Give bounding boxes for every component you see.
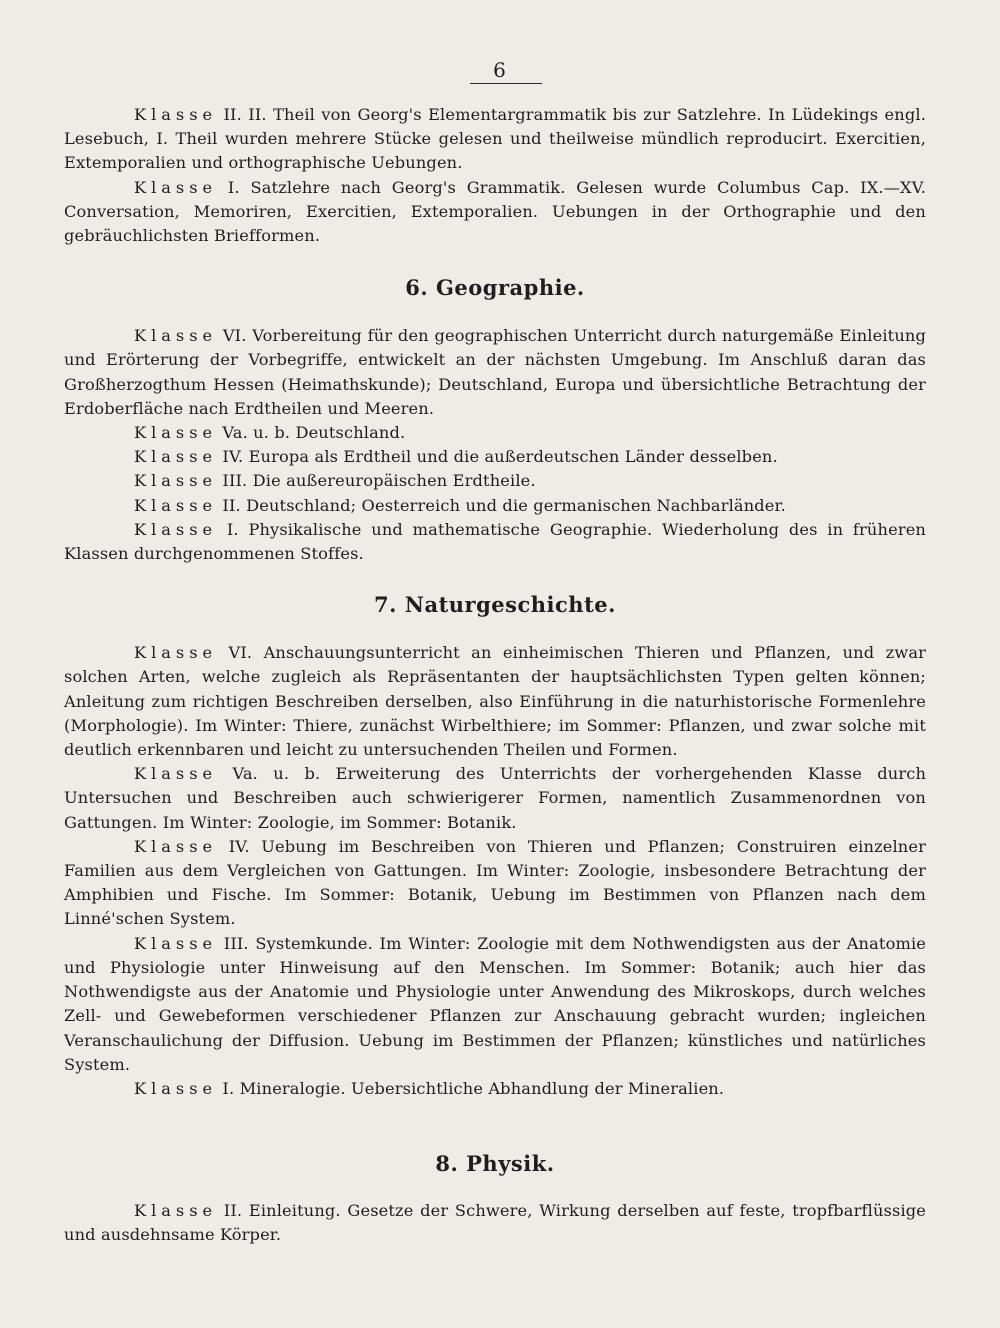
klasse-number: II.: [223, 105, 242, 124]
klasse-label: Klasse: [134, 764, 218, 784]
paragraph-text: Deutschland; Oesterreich und die germanischen Nachbarländer.: [246, 495, 786, 515]
paragraph-geographie-klasse-6: [64, 324, 926, 421]
klasse-number: III.: [222, 471, 248, 491]
paragraph-naturgeschichte-klasse-1: [64, 1077, 926, 1101]
paragraph-text: Vorbereitung für den geographischen Unterricht durch naturgemäße Einleitung und Erörterung der Vorbegriffe, entwickelt an der nächsten Umgebung. Im Anschluß daran das Großherzogthum Hessen (Heimathskunde); Deutschland, Europa und übersichtliche Betrachtung der Erdoberfläche nach Erdtheilen und Meeren.: [64, 326, 927, 418]
section-heading-geographie: 6. Geographie.: [405, 275, 585, 301]
klasse-label: Klasse: [134, 447, 218, 467]
paragraph-geographie-klasse-2: [64, 494, 926, 518]
section-heading-physik: 8. Physik.: [435, 1151, 555, 1177]
paragraph-naturgeschichte-klasse-4: [64, 835, 926, 932]
klasse-label: Klasse: [134, 933, 218, 953]
page-number: 6: [493, 58, 507, 82]
paragraph-geographie-klasse-1: [64, 518, 926, 566]
klasse-label: Klasse: [134, 643, 218, 663]
paragraph-geographie-klasse-4: [64, 445, 926, 469]
klasse-number: VI.: [228, 643, 253, 663]
paragraph-geographie-klasse-5ab: [64, 421, 926, 445]
paragraph-text: II. Theil von Georg's Elementargrammatik bis zur Satzlehre. In Lüdekings engl. Lesebuch, I. Theil wurden mehrere Stücke gelesen und theilweise mündlich reproducirt. Exercitien, Extemporalien und orthographische Uebungen.: [64, 105, 926, 173]
klasse-number: II.: [222, 495, 241, 515]
klasse-label: Klasse: [134, 1201, 218, 1221]
paragraph-text: Europa als Erdtheil und die außerdeutschen Länder desselben.: [248, 447, 778, 467]
paragraph-englisch-klasse-1: [64, 176, 926, 249]
page-body: [64, 103, 926, 1248]
klasse-label: Klasse: [134, 105, 218, 124]
paragraph-englisch-klasse-2: [64, 103, 926, 176]
paragraph-text: Erweiterung des Unterrichts der vorhergehenden Klasse durch Untersuchen und Beschreiben auch schwierigerer Formen, namentlich Zusammenordnen von Gattungen. Im Winter: Zoologie, im Sommer: Botanik.: [64, 764, 927, 832]
klasse-number: IV.: [222, 447, 244, 467]
klasse-label: Klasse: [134, 177, 218, 197]
klasse-label: Klasse: [134, 326, 218, 346]
section-heading-naturgeschichte: 7. Naturgeschichte.: [374, 592, 616, 618]
klasse-number: I.: [226, 519, 239, 539]
klasse-number: Va. u. b.: [232, 764, 321, 784]
klasse-number: III.: [223, 933, 249, 953]
paragraph-text: Einleitung. Gesetze der Schwere, Wirkung derselben auf feste, tropfbarflüssige und ausdehnsame Körper.: [64, 1201, 927, 1245]
klasse-number: I.: [222, 1078, 235, 1098]
paragraph-naturgeschichte-klasse-3: [64, 932, 926, 1077]
klasse-number: IV.: [228, 836, 250, 856]
page-number-rule: [470, 83, 542, 84]
paragraph-naturgeschichte-klasse-5ab: [64, 762, 926, 835]
klasse-label: Klasse: [134, 471, 218, 491]
klasse-number: VI.: [222, 326, 247, 346]
klasse-label: Klasse: [134, 423, 218, 443]
klasse-label: Klasse: [134, 1078, 218, 1098]
paragraph-text: Systemkunde. Im Winter: Zoologie mit dem Nothwendigsten aus der Anatomie und Physiologie unter Hinweisung auf den Menschen. Im Sommer: Botanik; auch hier das Nothwendigste aus der Anatomie und Physiologie unter Anwendung des Mikroskops, durch welches Zell- und Gewebeformen verschiedener Pflanzen zur Anschauung gebracht wurden; ingleichen Veranschaulichung der Diffusion. Uebung im Bestimmen der Pflanzen; künstliches und natürliches System.: [64, 933, 927, 1074]
paragraph-text: Mineralogie. Uebersichtliche Abhandlung der Mineralien.: [239, 1078, 725, 1098]
paragraph-physik-klasse-2: [64, 1199, 926, 1247]
paragraph-text: Die außereuropäischen Erdtheile.: [252, 471, 536, 491]
paragraph-text: Physikalische und mathematische Geographie. Wiederholung des in früheren Klassen durchgenommenen Stoffes.: [64, 519, 927, 564]
klasse-number: Va. u. b.: [222, 423, 291, 443]
paragraph-naturgeschichte-klasse-6: [64, 641, 926, 762]
paragraph-geographie-klasse-3: [64, 469, 926, 493]
paragraph-text: Uebung im Beschreiben von Thieren und Pflanzen; Construiren einzelner Familien aus dem Vergleichen von Gattungen. Im Winter: Zoologie, insbesondere Betrachtung der Amphibien und Fische. Im Sommer: Botanik, Uebung im Bestimmen von Pflanzen nach dem Linné'schen System.: [64, 836, 927, 929]
klasse-label: Klasse: [134, 519, 218, 539]
paragraph-text: Satzlehre nach Georg's Grammatik. Gelesen wurde Columbus Cap. IX.—XV. Conversation, Memoriren, Exercitien, Extemporalien. Uebungen in der Orthographie und den gebräuchlichsten Briefformen.: [64, 177, 927, 246]
paragraph-text: Deutschland.: [295, 423, 406, 443]
klasse-label: Klasse: [134, 836, 218, 856]
klasse-number: II.: [223, 1201, 243, 1221]
paragraph-text: Anschauungsunterricht an einheimischen Thieren und Pflanzen, und zwar solchen Arten, welche zugleich als Repräsentanten der hauptsächlichsten Typen gelten können; Anleitung zum richtigen Beschreiben derselben, also Einführung in die naturhistorische Formenlehre (Morphologie). Im Winter: Thiere, zunächst Wirbelthiere; im Sommer: Pflanzen, und zwar solche mit deutlich erkennbaren und leicht zu untersuchenden Theilen und Formen.: [64, 643, 927, 760]
klasse-number: I.: [227, 177, 240, 197]
klasse-label: Klasse: [134, 495, 218, 515]
